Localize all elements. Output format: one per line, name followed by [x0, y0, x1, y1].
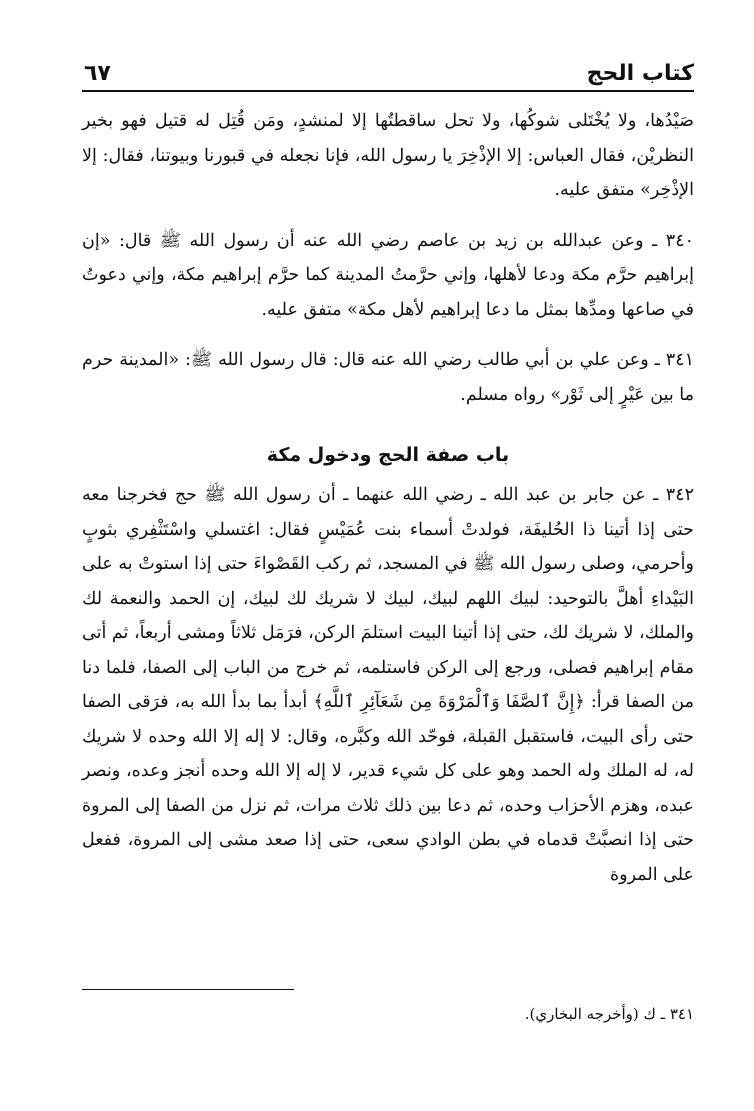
page-number: ٦٧ — [84, 61, 111, 86]
section-heading: باب صفة الحج ودخول مكة — [266, 444, 510, 466]
page-header — [82, 52, 694, 92]
paragraph-hadith-340: ٣٤٠ ـ وعن عبدالله بن زيد بن عاصم رضي الله عنه أن رسول الله ﷺ قال: «إن إبراهيم حرَّم مكة ودعا لأهلها، وإني حرَّمتُ المدينة كما حرَّم إبراهيم مكة، وإني دعوتُ في صاعها ومدِّها بمثل ما دعا إبراهيم لأهل مكة» متفق عليه. — [82, 230, 694, 320]
paragraph-hadith-continuation: صَيْدُها، ولا يُخْتَلى شوكُها، ولا تحل ساقطتُها إلا لمنشدٍ، ومَن قُتِل له قتيل فهو بخير النظريْن، فقال العباس: إلا الإذْخِرَ يا رسول الله، فإنا نجعله في قبورنا وبيوتنا، فقال: إلا الإذْخِر» متفق عليه. — [82, 111, 694, 200]
book-title: كتاب الحج — [586, 61, 694, 86]
footnote-divider — [82, 989, 294, 990]
paragraph-hadith-341: ٣٤١ ـ وعن علي بن أبي طالب رضي الله عنه قال: قال رسول الله ﷺ: «المدينة حرم ما بين عَيْرٍ إلى ثَوْر» رواه مسلم. — [82, 350, 694, 405]
book-page — [82, 52, 694, 1072]
paragraph-hadith-342: ٣٤٢ ـ عن جابر بن عبد الله ـ رضي الله عنهما ـ أن رسول الله ﷺ حج فخرجنا معه حتى إذا أتينا ذا الحُليفَة، فولدتْ أسماء بنت عُمَيْسٍ فقال: اغتسلي واسْتَثْفِري بثوبٍ وأحرمي، وصلى رسول الله ﷺ في المسجد، ثم ركب القَصْواءَ حتى إذا استوتْ به على البَيْداءِ أهلَّ بالتوحيد: لبيك اللهم لبيك، لبيك لا شريك لك لبيك، إن الحمد والنعمة لك والملك، لا شريك لك، حتى إذا أتينا البيت استلمَ الركن، فرَمَل ثلاثاً ومشى أربعاً، ثم أتى مقام إبراهيم فصلى، ورجع إلى الركن فاستلمه، ثم خرج من الباب إلى الصفا، فلما دنا من الصفا قرأ: ﴿إِنَّ ٱلصَّفَا وَٱلْمَرْوَةَ مِن شَعَآئِرِ ٱللَّهِ﴾ أبدأ بما بدأ الله به، فرَقى الصفا حتى رأى البيت، فاستقبل القبلة، فوحّد الله وكبَّره، وقال: لا إله إلا الله وحده لا شريك له، له الملك وله الحمد وهو على كل شيء قدير، لا إله إلا الله وحده أنجز وعده، ونصر عبده، وهزم الأحزاب وحده، ثم دعا بين ذلك ثلاث مرات، ثم نزل من الصفا إلى المروة حتى إذا انصبَّتْ قدماه في بطن الوادي سعى، حتى إذا صعد مشى إلى المروة، ففعل على المروة — [82, 485, 694, 885]
footnote: ٣٤١ ـ ك (وأخرجه البخاري). — [524, 1005, 694, 1023]
